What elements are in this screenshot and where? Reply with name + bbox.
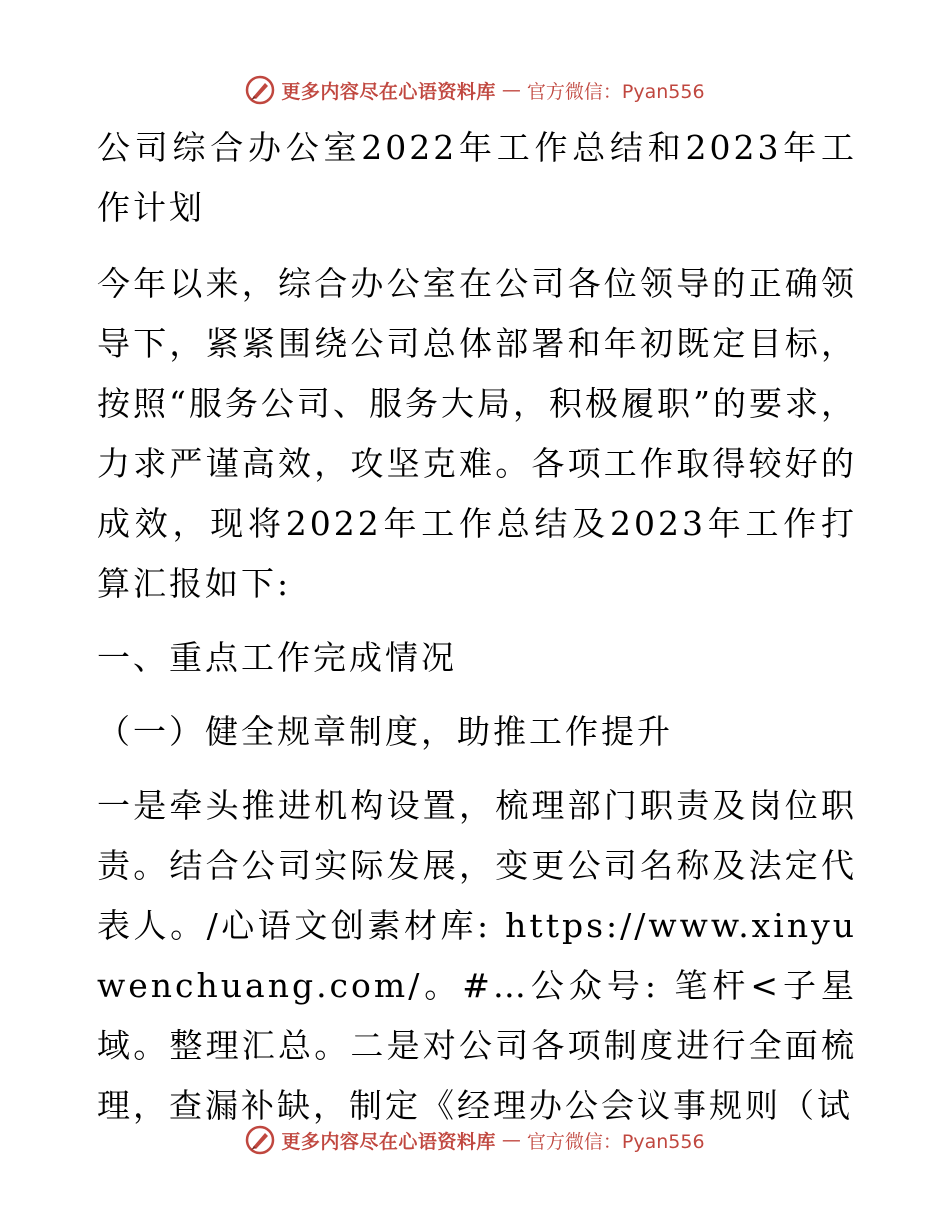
document-body — [97, 118, 857, 1150]
banner-slogan: 更多内容尽在心语资料库 — [281, 1130, 496, 1153]
banner-separator: — — [501, 79, 521, 101]
document-title: 公司综合办公室2022年工作总结和2023年工作计划 — [97, 128, 857, 227]
section-heading: 一、重点工作完成情况 — [97, 638, 457, 677]
quill-pen-circle-icon — [245, 1125, 275, 1155]
subsection-heading: （一）健全规章制度，助推工作提升 — [97, 712, 673, 751]
banner-separator: — — [501, 1129, 521, 1151]
quill-pen-circle-icon — [245, 75, 275, 105]
banner-wechat-id: 官方微信：Pyan556 — [526, 1130, 705, 1153]
header-banner — [0, 70, 950, 110]
body-paragraph: 一是牵头推进机构设置，梳理部门职责及岗位职责。结合公司实际发展，变更公司名称及法定代表人。/心语文创素材库: https://www.xinyuwenchuang.com/。#…公众号: 笔杆<子星域。整理汇总。二是对公司各项制度进行全面梳理，查漏补缺，制定《经理办公会议事规则（试 — [97, 786, 857, 1125]
footer-banner — [0, 1120, 950, 1160]
banner-wechat-id: 官方微信：Pyan556 — [526, 80, 705, 103]
intro-paragraph: 今年以来，综合办公室在公司各位领导的正确领导下，紧紧围绕公司总体部署和年初既定目标，按照“服务公司、服务大局，积极履职”的要求，力求严谨高效，攻坚克难。各项工作取得较好的成效，现将2022年工作总结及2023年工作打算汇报如下: — [97, 264, 857, 603]
banner-slogan: 更多内容尽在心语资料库 — [281, 80, 496, 103]
